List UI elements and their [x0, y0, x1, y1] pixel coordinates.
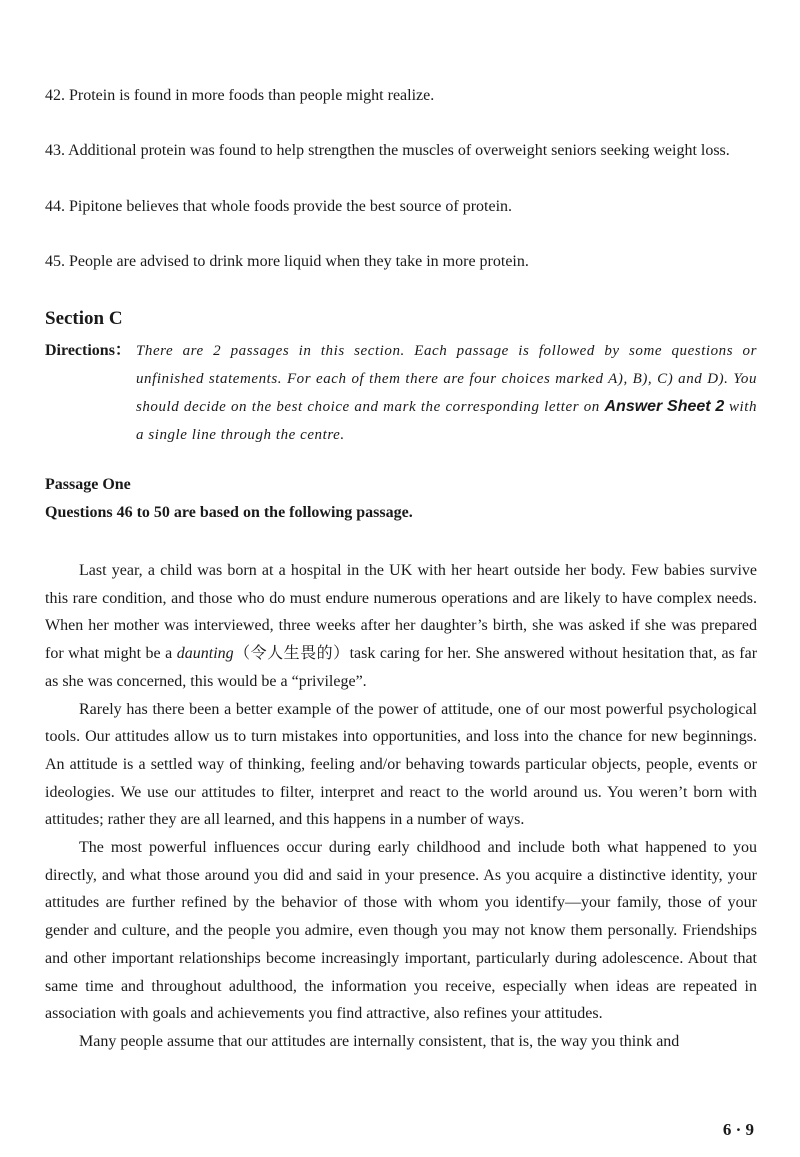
paragraph-1: Last year, a child was born at a hospital in the UK with her heart outside her body. Few babies survive this rare condition, and those who do must endure numerous operations and are likely to have complex needs. When her mother was interviewed, three weeks after her daughter’s birth, she was asked if she was prepared for what might be a daunting（令人生畏的）task caring for her. She answered without hesitation that, as far as she was concerned, this would be a “privilege”. — [45, 562, 758, 690]
directions-text: There are 2 passages in this section. Each passage is followed by some questions or unfinished statements. For each of them there are four choices marked A), B), C) and D). You should decide on the best choice and mark the corresponding letter on Answer Sheet 2 with a single line through the centre. — [136, 343, 757, 443]
paragraph-4: Many people assume that our attitudes are internally consistent, that is, the way you think and — [79, 1032, 680, 1050]
passage-body — [45, 557, 757, 1056]
vocab-word: daunting — [176, 645, 234, 663]
page-number: 6 · 9 — [722, 1120, 754, 1139]
section-title: Section C — [45, 308, 123, 329]
directions-label: Directions： — [45, 342, 131, 359]
statement-43: 43. Additional protein was found to help strengthen the muscles of overweight seniors seeking weight loss. — [45, 142, 730, 159]
answer-sheet-label: Answer Sheet 2 — [604, 398, 725, 415]
vocab-gloss: （令人生畏的） — [233, 645, 350, 663]
directions — [45, 337, 757, 449]
statement-42: 42. Protein is found in more foods than people might realize. — [45, 87, 435, 104]
statement-44: 44. Pipitone believes that whole foods provide the best source of protein. — [45, 198, 513, 215]
paragraph-2: Rarely has there been a better example of the power of attitude, one of our most powerful psychological tools. Our attitudes allow us to turn mistakes into opportunities, and loss into the chance for new beginnings. An attitude is a settled way of thinking, feeling and/or behaving towards particular objects, people, events or ideologies. We use our attitudes to filter, interpret and react to the world around us. You weren’t born with attitudes; rather they are all learned, and this happens in a number of ways. — [45, 700, 757, 829]
questions-heading: Questions 46 to 50 are based on the following passage. — [45, 504, 413, 521]
passage-label: Passage One — [45, 476, 131, 493]
paragraph-3: The most powerful influences occur during early childhood and include both what happened to you directly, and what those around you did and said in your presence. As you acquire a distinctive identity, your attitudes are further refined by the behavior of those with whom you identify—your family, those of your gender and culture, and the people you admire, even though you may not know them personally. Friendships and other important relationships become increasingly important, particularly during adolescence. About that same time and throughout adulthood, the information you receive, especially when ideas are repeated in association with goals and achievements you find attractive, also refines your attitudes. — [45, 839, 757, 1023]
statement-45: 45. People are advised to drink more liquid when they take in more protein. — [45, 253, 529, 270]
